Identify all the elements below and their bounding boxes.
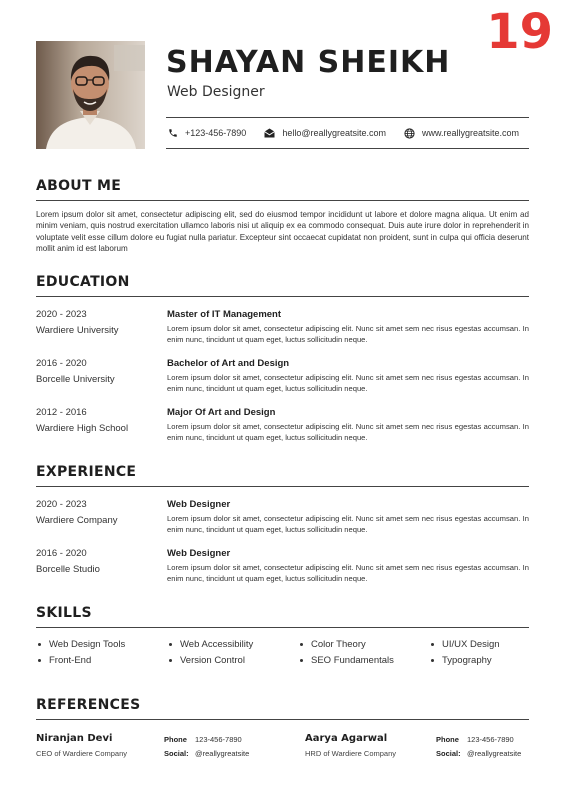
about-heading: ABOUT ME bbox=[36, 178, 122, 194]
references-heading: REFERENCES bbox=[36, 697, 141, 713]
bullet-icon bbox=[300, 659, 303, 662]
reference-social-value: @reallygreatsite bbox=[467, 749, 522, 758]
skill-item bbox=[300, 639, 431, 650]
skill-item bbox=[300, 655, 431, 666]
email-icon bbox=[264, 128, 275, 138]
experience-desc: Lorem ipsum dolor sit amet, consectetur adipiscing elit. Nunc sit amet sem nec risus egestas accumsan. In enim nunc, tincidunt ut quam eget, luctus sollicitudin neque. bbox=[167, 514, 529, 534]
education-desc: Lorem ipsum dolor sit amet, consectetur adipiscing elit. Nunc sit amet sem nec risus egestas accumsan. In enim nunc, tincidunt ut quam eget, luctus sollicitudin neque. bbox=[167, 324, 529, 344]
bullet-icon bbox=[300, 643, 303, 646]
experience-desc: Lorem ipsum dolor sit amet, consectetur adipiscing elit. Nunc sit amet sem nec risus egestas accumsan. In enim nunc, tincidunt ut quam eget, luctus sollicitudin neque. bbox=[167, 563, 529, 583]
reference-social bbox=[164, 749, 249, 758]
contact-email-text: hello@reallygreatsite.com bbox=[282, 128, 386, 138]
education-date: 2016 - 2020 bbox=[36, 358, 87, 369]
skill-label: SEO Fundamentals bbox=[311, 655, 394, 666]
skill-item bbox=[431, 639, 529, 650]
skill-label: Front-End bbox=[49, 655, 92, 666]
experience-divider bbox=[36, 486, 529, 487]
contact-website[interactable] bbox=[404, 128, 519, 139]
skill-label: Typography bbox=[442, 655, 492, 666]
reference-name: Aarya Agarwal bbox=[305, 733, 388, 744]
skill-item bbox=[169, 639, 300, 650]
reference-role: CEO of Wardiere Company bbox=[36, 749, 128, 758]
candidate-name: SHAYAN SHEIKH bbox=[166, 45, 451, 80]
skill-label: Version Control bbox=[180, 655, 245, 666]
education-date: 2012 - 2016 bbox=[36, 407, 87, 418]
experience-position: Web Designer bbox=[167, 499, 231, 510]
bullet-icon bbox=[431, 643, 434, 646]
education-desc: Lorem ipsum dolor sit amet, consectetur adipiscing elit. Nunc sit amet sem nec risus egestas accumsan. In enim nunc, tincidunt ut quam eget, luctus sollicitudin neque. bbox=[167, 373, 529, 393]
education-date: 2020 - 2023 bbox=[36, 309, 87, 320]
skill-item bbox=[38, 655, 169, 666]
skill-item bbox=[38, 639, 169, 650]
experience-heading: EXPERIENCE bbox=[36, 464, 137, 480]
education-org: Borcelle University bbox=[36, 374, 115, 385]
profile-photo bbox=[36, 41, 145, 149]
education-degree: Bachelor of Art and Design bbox=[167, 358, 290, 369]
phone-icon bbox=[168, 128, 178, 138]
candidate-role: Web Designer bbox=[167, 84, 265, 100]
skills-divider bbox=[36, 627, 529, 628]
social-label: Social: bbox=[436, 749, 461, 758]
profile-photo-art bbox=[36, 41, 145, 149]
education-heading: EDUCATION bbox=[36, 274, 130, 290]
phone-label: Phone bbox=[164, 735, 187, 744]
about-text: Lorem ipsum dolor sit amet, consectetur adipiscing elit, sed do eiusmod tempor incididunt ut labore et dolore magna aliqua. Ut enim ad minim veniam, quis nostrud exercitation ullamco laboris nisi ut aliquip ex ea commodo consequat. Duis aute irure dolor in reprehenderit in voluptate velit esse cillum dolore eu fugiat nulla pariatur. Excepteur sint occaecat cupidatat non proident, sunt in culpa qui officia deserunt mollit anim id est laborum bbox=[36, 210, 529, 253]
skill-item bbox=[169, 655, 300, 666]
about-divider bbox=[36, 200, 529, 201]
skill-label: UI/UX Design bbox=[442, 639, 500, 650]
education-org: Wardiere University bbox=[36, 325, 119, 336]
skill-item bbox=[431, 655, 529, 666]
skill-label: Web Design Tools bbox=[49, 639, 126, 650]
experience-date: 2016 - 2020 bbox=[36, 548, 87, 559]
page-number: 19 bbox=[486, 4, 553, 60]
bullet-icon bbox=[38, 659, 41, 662]
skill-label: Web Accessibility bbox=[180, 639, 254, 650]
bullet-icon bbox=[169, 643, 172, 646]
references-divider bbox=[36, 719, 529, 720]
phone-label: Phone bbox=[436, 735, 459, 744]
contact-bar bbox=[166, 117, 529, 149]
globe-icon bbox=[404, 128, 415, 139]
experience-org: Borcelle Studio bbox=[36, 564, 100, 575]
bullet-icon bbox=[169, 659, 172, 662]
education-desc: Lorem ipsum dolor sit amet, consectetur adipiscing elit. Nunc sit amet sem nec risus egestas accumsan. In enim nunc, tincidunt ut quam eget, luctus sollicitudin neque. bbox=[167, 422, 529, 442]
reference-social-value: @reallygreatsite bbox=[195, 749, 250, 758]
reference-phone bbox=[164, 735, 242, 744]
contact-phone-text: +123-456-7890 bbox=[185, 128, 247, 138]
skill-label: Color Theory bbox=[311, 639, 366, 650]
contact-website-text: www.reallygreatsite.com bbox=[422, 128, 520, 138]
reference-social bbox=[436, 749, 521, 758]
reference-role: HRD of Wardiere Company bbox=[305, 749, 396, 758]
experience-position: Web Designer bbox=[167, 548, 231, 559]
bullet-icon bbox=[431, 659, 434, 662]
skills-list bbox=[38, 639, 529, 666]
reference-phone bbox=[436, 735, 514, 744]
education-org: Wardiere High School bbox=[36, 423, 129, 434]
skills-heading: SKILLS bbox=[36, 605, 92, 621]
experience-date: 2020 - 2023 bbox=[36, 499, 87, 510]
contact-phone[interactable] bbox=[168, 128, 246, 138]
bullet-icon bbox=[38, 643, 41, 646]
education-degree: Major Of Art and Design bbox=[167, 407, 276, 418]
reference-phone-value: 123-456-7890 bbox=[195, 735, 242, 744]
experience-org: Wardiere Company bbox=[36, 515, 118, 526]
contact-email[interactable] bbox=[264, 128, 386, 138]
social-label: Social: bbox=[164, 749, 189, 758]
reference-phone-value: 123-456-7890 bbox=[467, 735, 514, 744]
reference-name: Niranjan Devi bbox=[36, 733, 113, 744]
education-degree: Master of IT Management bbox=[167, 309, 282, 320]
education-divider bbox=[36, 296, 529, 297]
